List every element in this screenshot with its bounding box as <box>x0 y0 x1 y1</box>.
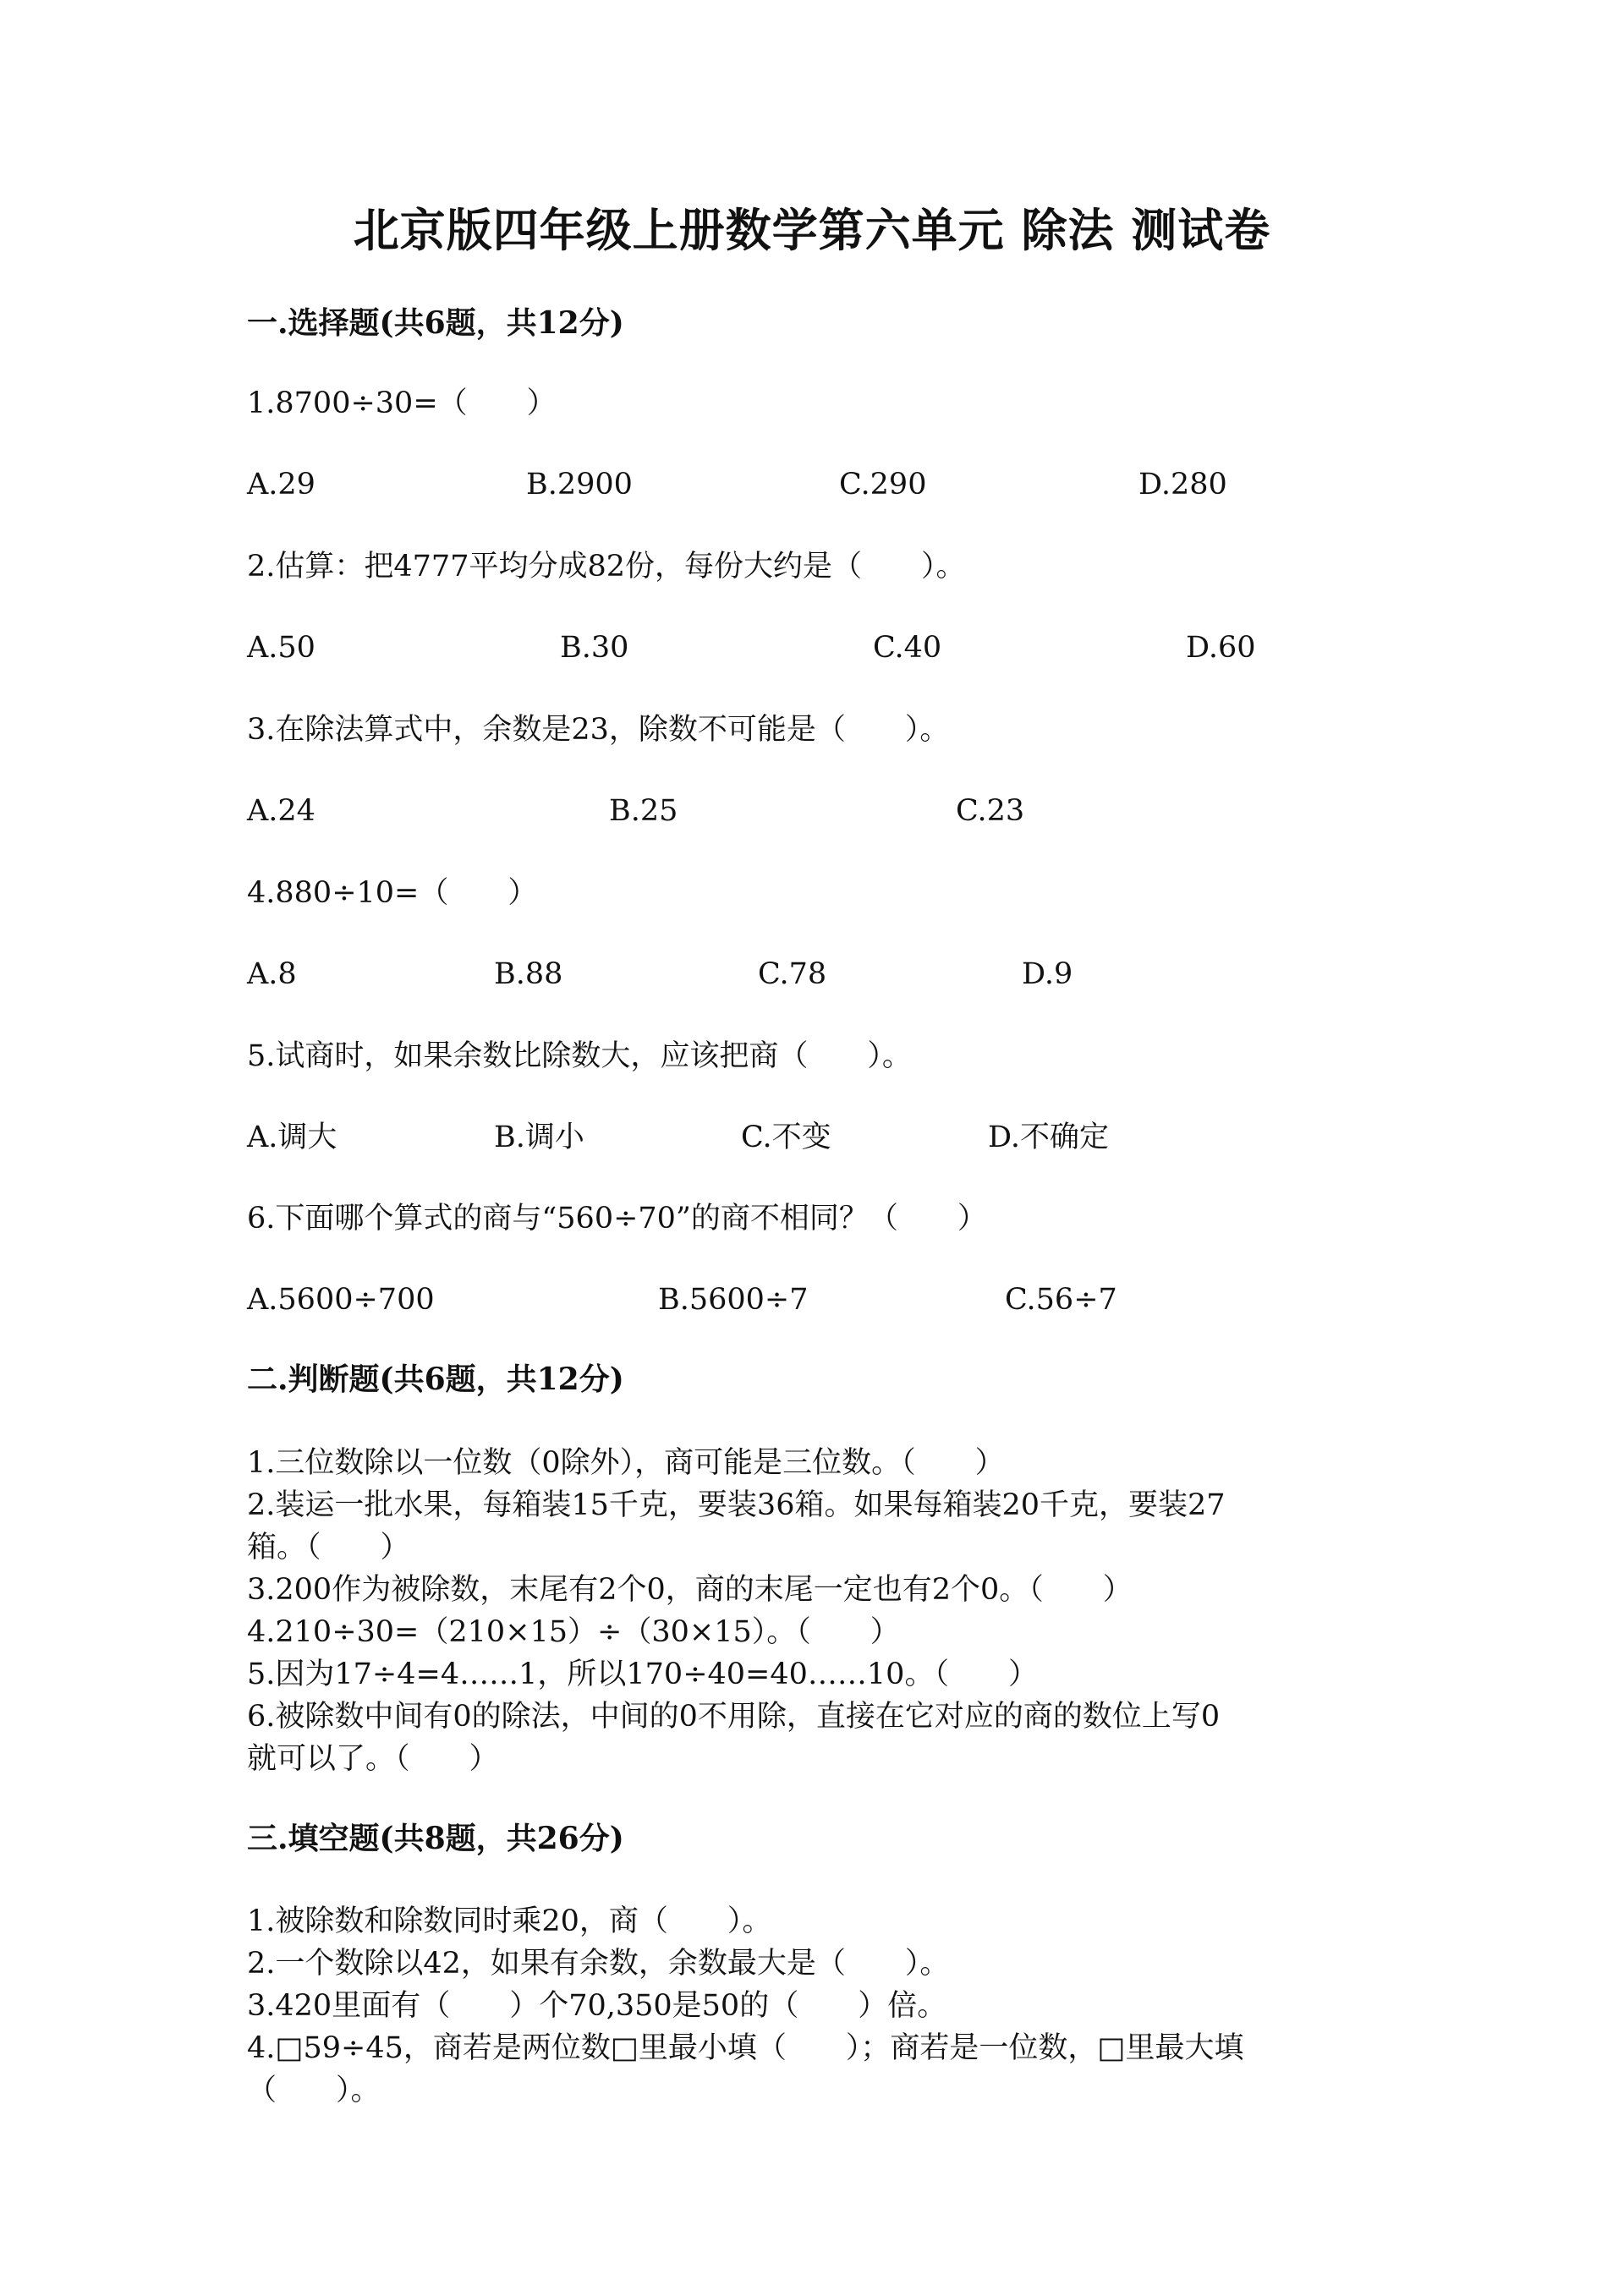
choice-option: A.24 <box>247 794 315 828</box>
choice-option: A.8 <box>247 957 297 991</box>
choice-option: B.调小 <box>494 1121 584 1154</box>
choice-option: A.5600÷700 <box>247 1283 435 1317</box>
fill-line: 1.被除数和除数同时乘20，商（ ）。 <box>247 1904 772 1938</box>
choice-option: B.2900 <box>526 468 633 501</box>
choice-option: D.60 <box>1186 631 1256 665</box>
judge-line: 5.因为17÷4=4……1，所以170÷40=40……10。（ ） <box>247 1658 1038 1691</box>
choice-option: D.280 <box>1138 468 1227 501</box>
judge-line: 箱。（ ） <box>247 1531 410 1564</box>
judge-line: 3.200作为被除数，末尾有2个0，商的末尾一定也有2个0。（ ） <box>247 1573 1133 1607</box>
section-heading-choice: 一.选择题(共6题，共12分) <box>247 305 624 341</box>
choice-question-3: 3.在除法算式中，余数是23，除数不可能是（ ）。 <box>247 713 950 747</box>
choice-option: A.调大 <box>247 1121 337 1154</box>
choice-question-1: 1.8700÷30=（ ） <box>247 386 557 420</box>
choice-option: C.78 <box>758 957 827 991</box>
fill-line: （ ）。 <box>247 2074 381 2107</box>
choice-option: C.56÷7 <box>1005 1283 1117 1317</box>
choice-option: D.不确定 <box>988 1121 1109 1154</box>
choice-option: B.5600÷7 <box>658 1283 809 1317</box>
choice-option: B.88 <box>494 957 563 991</box>
choice-option: B.30 <box>560 631 629 665</box>
choice-option: C.23 <box>956 794 1025 828</box>
choice-option: B.25 <box>609 794 678 828</box>
choice-option: A.29 <box>247 468 315 501</box>
section-heading-judge: 二.判断题(共6题，共12分) <box>247 1362 624 1397</box>
choice-option: C.40 <box>873 631 942 665</box>
judge-line: 1.三位数除以一位数（0除外），商可能是三位数。（ ） <box>247 1446 1005 1480</box>
fill-line: 4.□59÷45，商若是两位数□里最小填（ ）；商若是一位数，□里最大填 <box>247 2031 1244 2065</box>
choice-question-4: 4.880÷10=（ ） <box>247 876 538 910</box>
judge-line: 就可以了。（ ） <box>247 1742 499 1776</box>
judge-line: 2.装运一批水果，每箱装15千克，要装36箱。如果每箱装20千克，要装27 <box>247 1488 1226 1522</box>
choice-question-6: 6.下面哪个算式的商与“560÷70”的商不相同？（ ） <box>247 1202 987 1236</box>
section-heading-fill: 三.填空题(共8题，共26分) <box>247 1821 624 1856</box>
choice-option: A.50 <box>247 631 315 665</box>
choice-option: C.不变 <box>741 1121 831 1154</box>
choice-option: D.9 <box>1022 957 1073 991</box>
fill-line: 2.一个数除以42，如果有余数，余数最大是（ ）。 <box>247 1947 950 1981</box>
fill-line: 3.420里面有（ ）个70,350是50的（ ）倍。 <box>247 1989 947 2023</box>
choice-question-5: 5.试商时，如果余数比除数大，应该把商（ ）。 <box>247 1039 912 1073</box>
choice-question-2: 2.估算：把4777平均分成82份，每份大约是（ ）。 <box>247 550 966 584</box>
judge-line: 4.210÷30=（210×15）÷（30×15）。（ ） <box>247 1615 900 1649</box>
judge-line: 6.被除数中间有0的除法，中间的0不用除，直接在它对应的商的数位上写0 <box>247 1700 1221 1734</box>
page-title: 北京版四年级上册数学第六单元 除法 测试卷 <box>353 203 1271 257</box>
choice-option: C.290 <box>839 468 927 501</box>
